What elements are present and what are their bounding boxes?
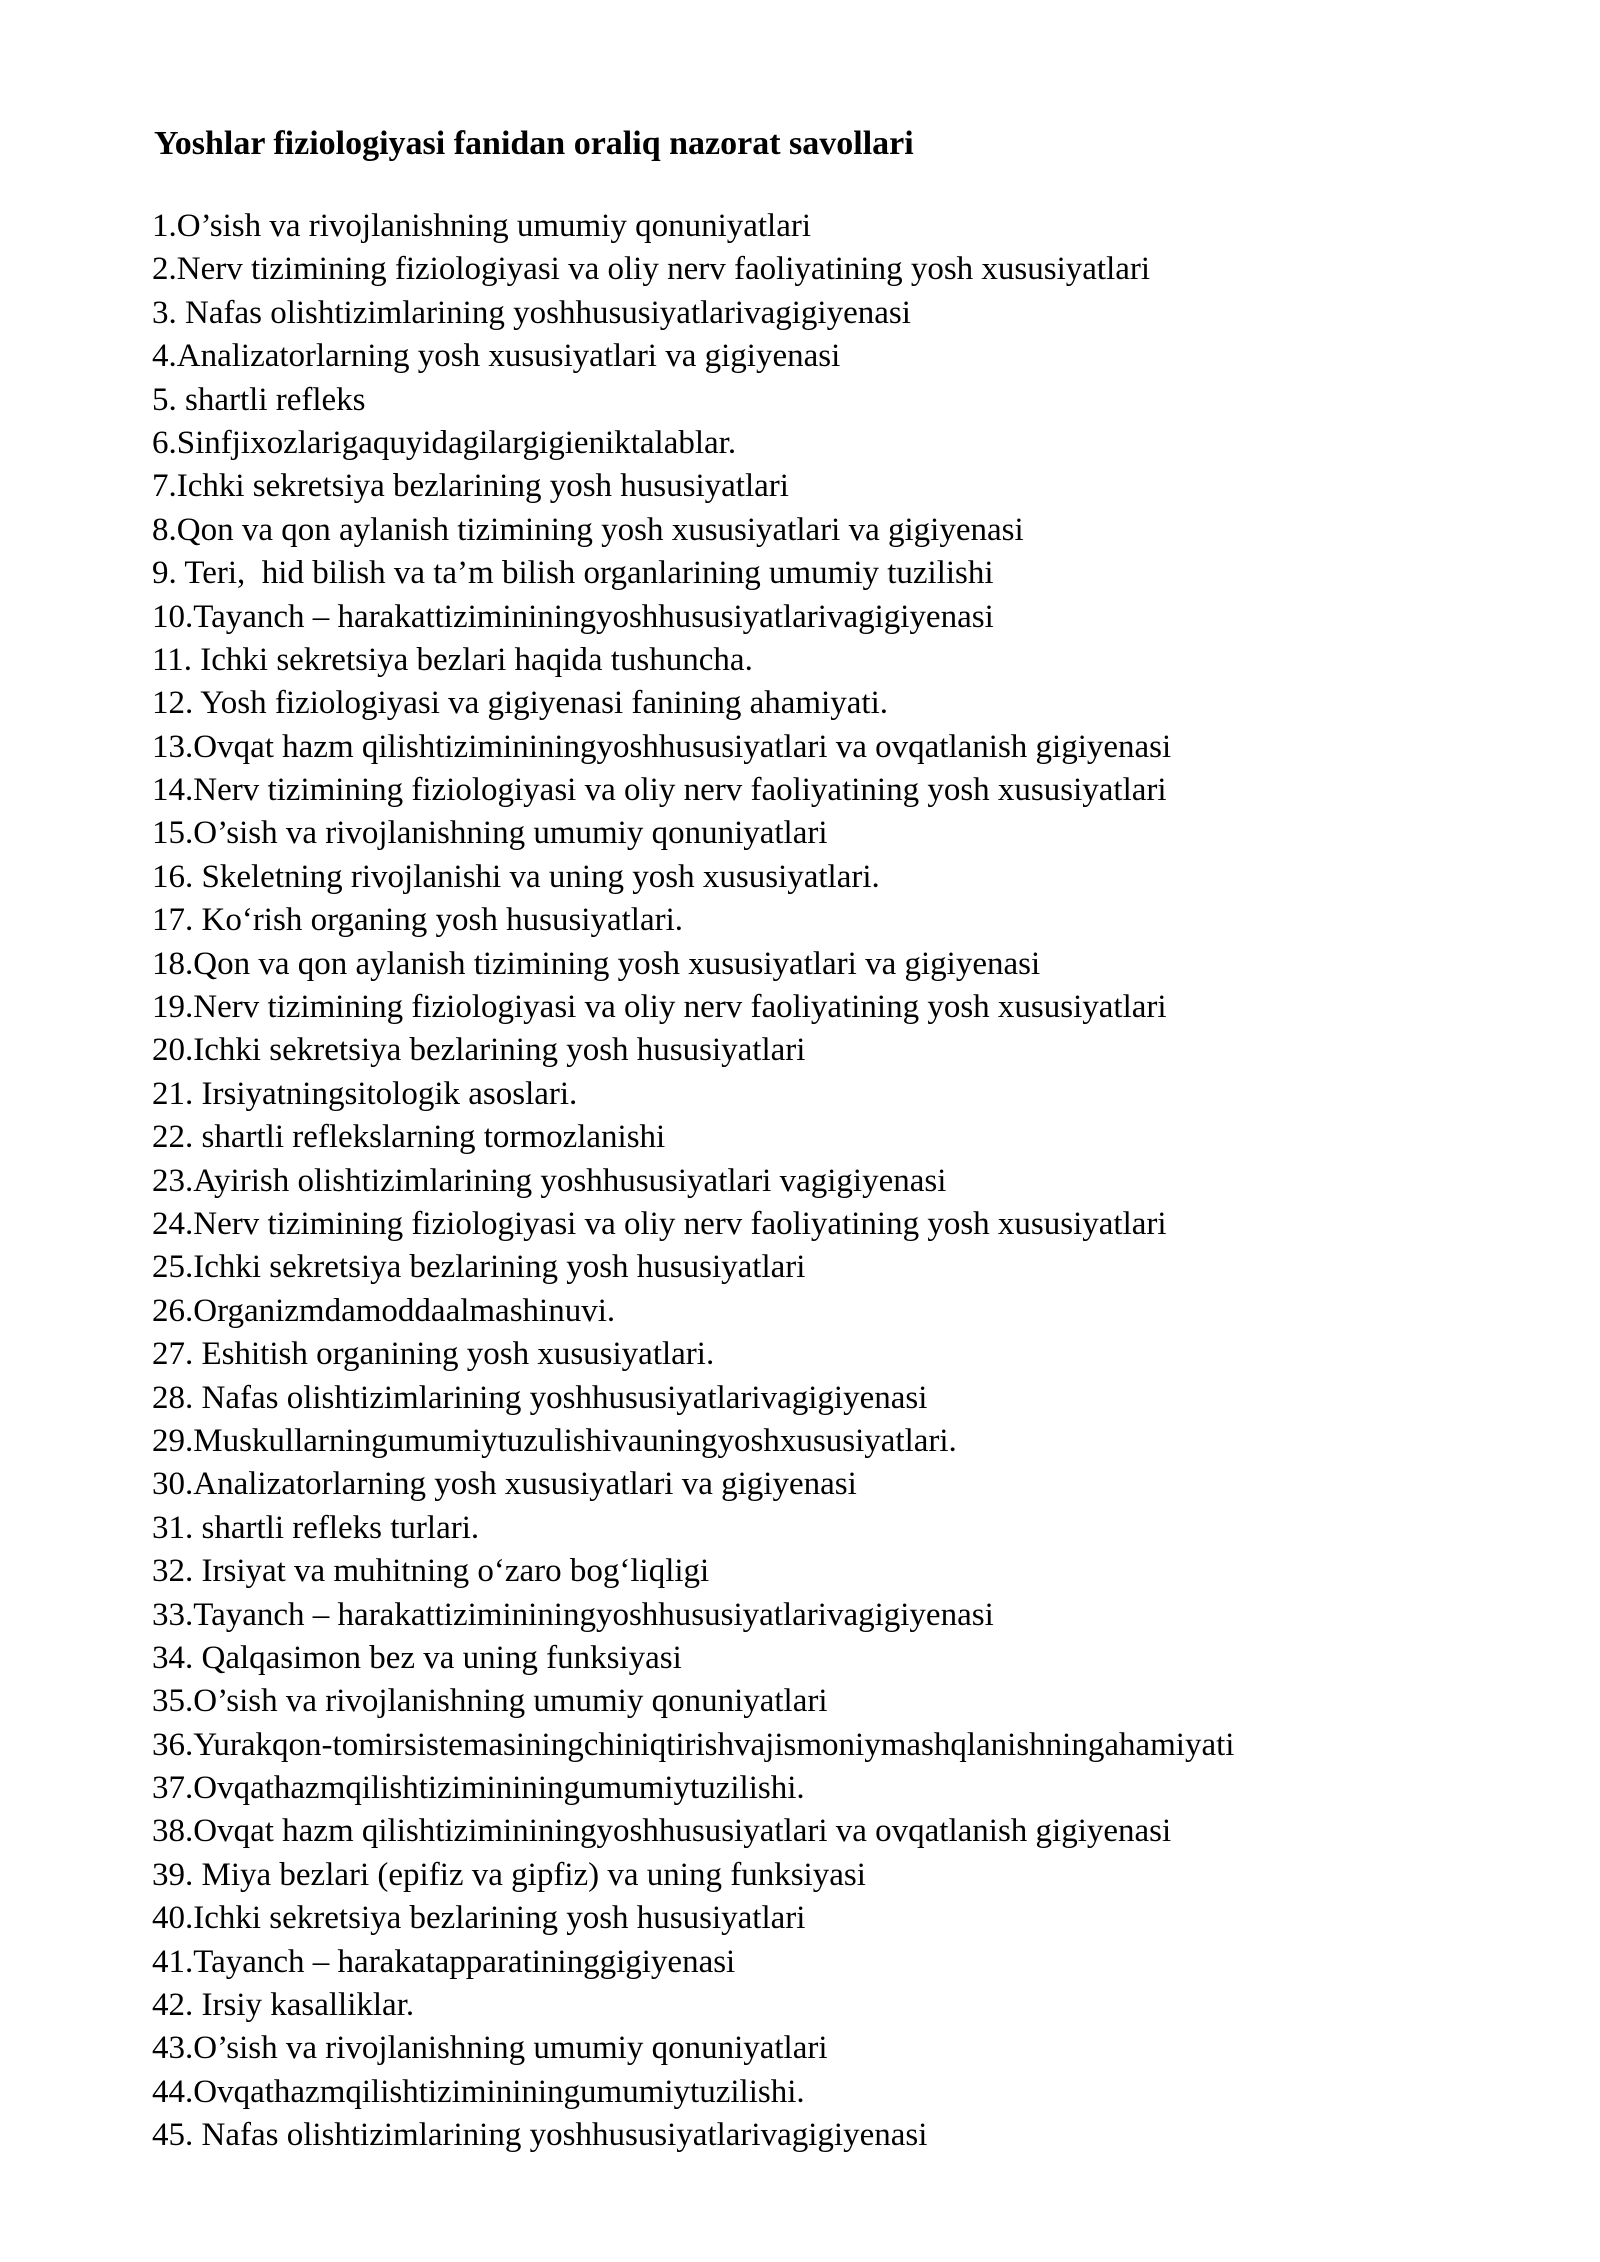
question-item: 39. Miya bezlari (epifiz va gipfiz) va uning funksiyasi xyxy=(152,1856,866,1893)
question-item: 3. Nafas olishtizimlarining yoshhususiyatlarivagigiyenasi xyxy=(152,294,911,331)
question-item: 45. Nafas olishtizimlarining yoshhususiyatlarivagigiyenasi xyxy=(152,2117,928,2154)
question-item: 9. Teri, hid bilish va ta’m bilish organlarining umumiy tuzilishi xyxy=(152,555,994,592)
question-item: 7.Ichki sekretsiya bezlarining yosh hususiyatlari xyxy=(152,468,789,505)
question-item: 20.Ichki sekretsiya bezlarining yosh hususiyatlari xyxy=(152,1032,806,1069)
question-item: 31. shartli refleks turlari. xyxy=(152,1509,480,1546)
question-item: 18.Qon va qon aylanish tizimining yosh xususiyatlari va gigiyenasi xyxy=(152,945,1041,982)
question-item: 34. Qalqasimon bez va uning funksiyasi xyxy=(152,1639,682,1676)
question-item: 12. Yosh fiziologiyasi va gigiyenasi fanining ahamiyati. xyxy=(152,685,888,722)
question-item: 1.O’sish va rivojlanishning umumiy qonuniyatlari xyxy=(152,208,812,244)
question-item: 5. shartli refleks xyxy=(152,381,366,418)
question-item: 40.Ichki sekretsiya bezlarining yosh hususiyatlari xyxy=(152,1900,806,1937)
question-item: 37.Ovqathazmqilishtizimininingumumiytuzilishi. xyxy=(152,1770,805,1807)
question-item: 10.Tayanch – harakattizimininingyoshhususiyatlarivagigiyenasi xyxy=(152,598,994,635)
question-item: 27. Eshitish organining yosh xususiyatlari. xyxy=(152,1336,715,1373)
question-item: 23.Ayirish olishtizimlarining yoshhususiyatlari vagigiyenasi xyxy=(152,1162,947,1199)
question-item: 36.Yurakqon-tomirsistemasiningchiniqtirishvajismoniymashqlanishningahamiyati xyxy=(152,1726,1235,1763)
question-item: 24.Nerv tizimining fiziologiyasi va oliy nerv faoliyatining yosh xususiyatlari xyxy=(152,1205,1167,1242)
question-item: 43.O’sish va rivojlanishning umumiy qonuniyatlari xyxy=(152,2030,828,2067)
question-item: 19.Nerv tizimining fiziologiyasi va oliy nerv faoliyatining yosh xususiyatlari xyxy=(152,989,1167,1026)
question-item: 29.Muskullarningumumiytuzulishivauningyoshxususiyatlari. xyxy=(152,1422,957,1459)
question-item: 41.Tayanch – harakatapparatininggigiyenasi xyxy=(152,1943,736,1980)
question-item: 35.O’sish va rivojlanishning umumiy qonuniyatlari xyxy=(152,1683,828,1720)
question-item: 42. Irsiy kasalliklar. xyxy=(152,1987,415,2024)
question-item: 14.Nerv tizimining fiziologiyasi va oliy nerv faoliyatining yosh xususiyatlari xyxy=(152,772,1167,809)
question-item: 8.Qon va qon aylanish tizimining yosh xususiyatlari va gigiyenasi xyxy=(152,511,1024,548)
question-item: 30.Analizatorlarning yosh xususiyatlari va gigiyenasi xyxy=(152,1466,857,1503)
question-item: 4.Analizatorlarning yosh xususiyatlari va gigiyenasi xyxy=(152,338,841,375)
question-item: 13.Ovqat hazm qilishtizimininingyoshhususiyatlari va ovqatlanish gigiyenasi xyxy=(152,728,1172,765)
question-item: 22. shartli reflekslarning tormozlanishi xyxy=(152,1119,666,1156)
question-item: 17. Ko‘rish organing yosh hususiyatlari. xyxy=(152,902,684,939)
question-list xyxy=(152,205,1234,2158)
document-title: Yoshlar fiziologiyasi fanidan oraliq nazorat savollari xyxy=(154,125,914,162)
question-item: 32. Irsiyat va muhitning o‘zaro bog‘liqligi xyxy=(152,1553,710,1590)
question-item: 2.Nerv tizimining fiziologiyasi va oliy nerv faoliyatining yosh xususiyatlari xyxy=(152,251,1151,288)
question-item: 25.Ichki sekretsiya bezlarining yosh hususiyatlari xyxy=(152,1249,806,1286)
question-item: 28. Nafas olishtizimlarining yoshhususiyatlarivagigiyenasi xyxy=(152,1379,928,1416)
question-item: 44.Ovqathazmqilishtizimininingumumiytuzilishi. xyxy=(152,2073,805,2110)
question-item: 11. Ichki sekretsiya bezlari haqida tushuncha. xyxy=(152,641,753,678)
question-item: 21. Irsiyatningsitologik asoslari. xyxy=(152,1075,578,1112)
question-item: 6.Sinfjixozlarigaquyidagilargigieniktalablar. xyxy=(152,424,737,461)
question-item: 26.Organizmdamoddaalmashinuvi. xyxy=(152,1292,616,1329)
question-item: 38.Ovqat hazm qilishtizimininingyoshhususiyatlari va ovqatlanish gigiyenasi xyxy=(152,1813,1172,1850)
question-item: 16. Skeletning rivojlanishi va uning yosh xususiyatlari. xyxy=(152,858,880,895)
question-item: 15.O’sish va rivojlanishning umumiy qonuniyatlari xyxy=(152,815,828,852)
question-item: 33.Tayanch – harakattizimininingyoshhususiyatlarivagigiyenasi xyxy=(152,1596,994,1633)
